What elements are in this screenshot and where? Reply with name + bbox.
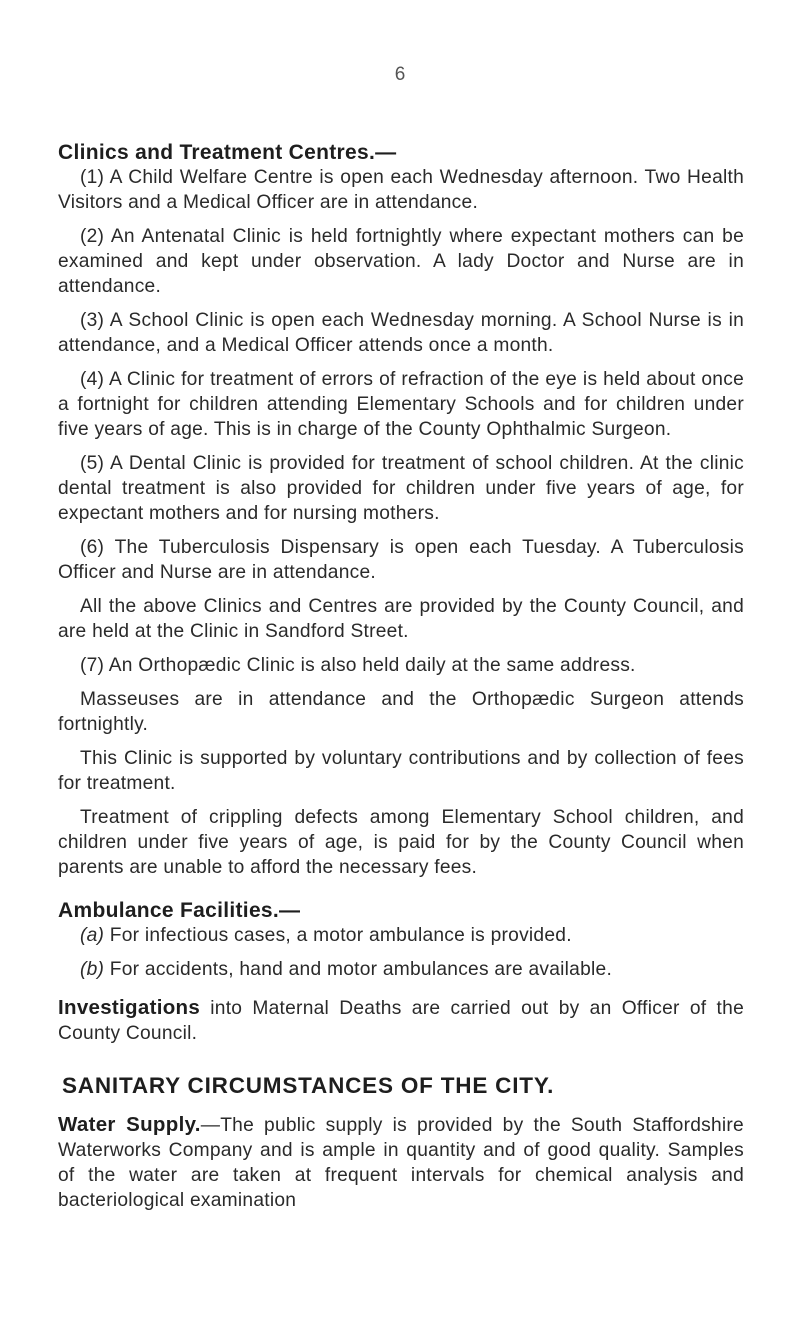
water-supply-text: —The public supply is provided by the South Staffordshire Waterworks Company and is ample in quantity and of good quality. Samples of the water are taken at frequent intervals for chemical analysis and bacteriological examination [58, 1115, 744, 1211]
investigations-text: into Maternal Deaths are carried out by an Officer of the County Council. [58, 998, 744, 1044]
item-marker: (a) [80, 925, 105, 946]
paragraph-voluntary-contributions: This Clinic is supported by voluntary contributions and by collection of fees for treatment. [58, 748, 744, 794]
item-text: For accidents, hand and motor ambulances are available. [104, 959, 613, 980]
paragraph-clinics-provided: All the above Clinics and Centres are provided by the County Council, and are held at the Clinic in Sandford Street. [58, 596, 744, 642]
paragraph-crippling-defects: Treatment of crippling defects among Elementary School children, and children under five years of age, is paid for by the County Council when parents are unable to afford the necessary fees. [58, 807, 744, 878]
paragraph-clinic-1: (1) A Child Welfare Centre is open each Wednesday afternoon. Two Health Visitors and a Medical Officer are in attendance. [58, 167, 744, 213]
page-number: 6 [394, 64, 406, 85]
document-body [58, 140, 744, 1213]
paragraph-water-supply [58, 1112, 744, 1213]
ambulance-item-b [58, 957, 744, 982]
paragraph-clinic-2: (2) An Antenatal Clinic is held fortnightly where expectant mothers can be examined and kept under observation. A lady Doctor and Nurse are in attendance. [58, 226, 744, 297]
item-text: For infectious cases, a motor ambulance is provided. [104, 925, 572, 946]
paragraph-clinic-3: (3) A School Clinic is open each Wednesday morning. A School Nurse is in attendance, and a Medical Officer attends once a month. [58, 310, 744, 356]
paragraph-clinic-7: (7) An Orthopædic Clinic is also held daily at the same address. [80, 655, 636, 676]
ambulance-item-a [58, 923, 744, 948]
paragraph-clinic-6: (6) The Tuberculosis Dispensary is open each Tuesday. A Tuberculosis Officer and Nurse are in attendance. [58, 537, 744, 583]
section-title-sanitary: SANITARY CIRCUMSTANCES OF THE CITY. [62, 1073, 555, 1098]
paragraph-investigations [58, 995, 744, 1046]
paragraph-masseuses: Masseuses are in attendance and the Orthopædic Surgeon attends fortnightly. [58, 689, 744, 735]
section-heading-ambulance: Ambulance Facilities.— [58, 899, 301, 922]
water-supply-heading: Water Supply. [58, 1113, 201, 1136]
paragraph-clinic-4: (4) A Clinic for treatment of errors of refraction of the eye is held about once a fortnight for children attending Elementary Schools and for children under five years of age. This is in charge of the County Ophthalmic Surgeon. [58, 369, 744, 440]
paragraph-clinic-5: (5) A Dental Clinic is provided for treatment of school children. At the clinic dental treatment is also provided for children under five years of age, for expectant mothers and for nursing mothers. [58, 453, 744, 524]
item-marker: (b) [80, 959, 105, 980]
investigations-heading: Investigations [58, 996, 201, 1019]
section-heading-clinics: Clinics and Treatment Centres.— [58, 141, 397, 164]
